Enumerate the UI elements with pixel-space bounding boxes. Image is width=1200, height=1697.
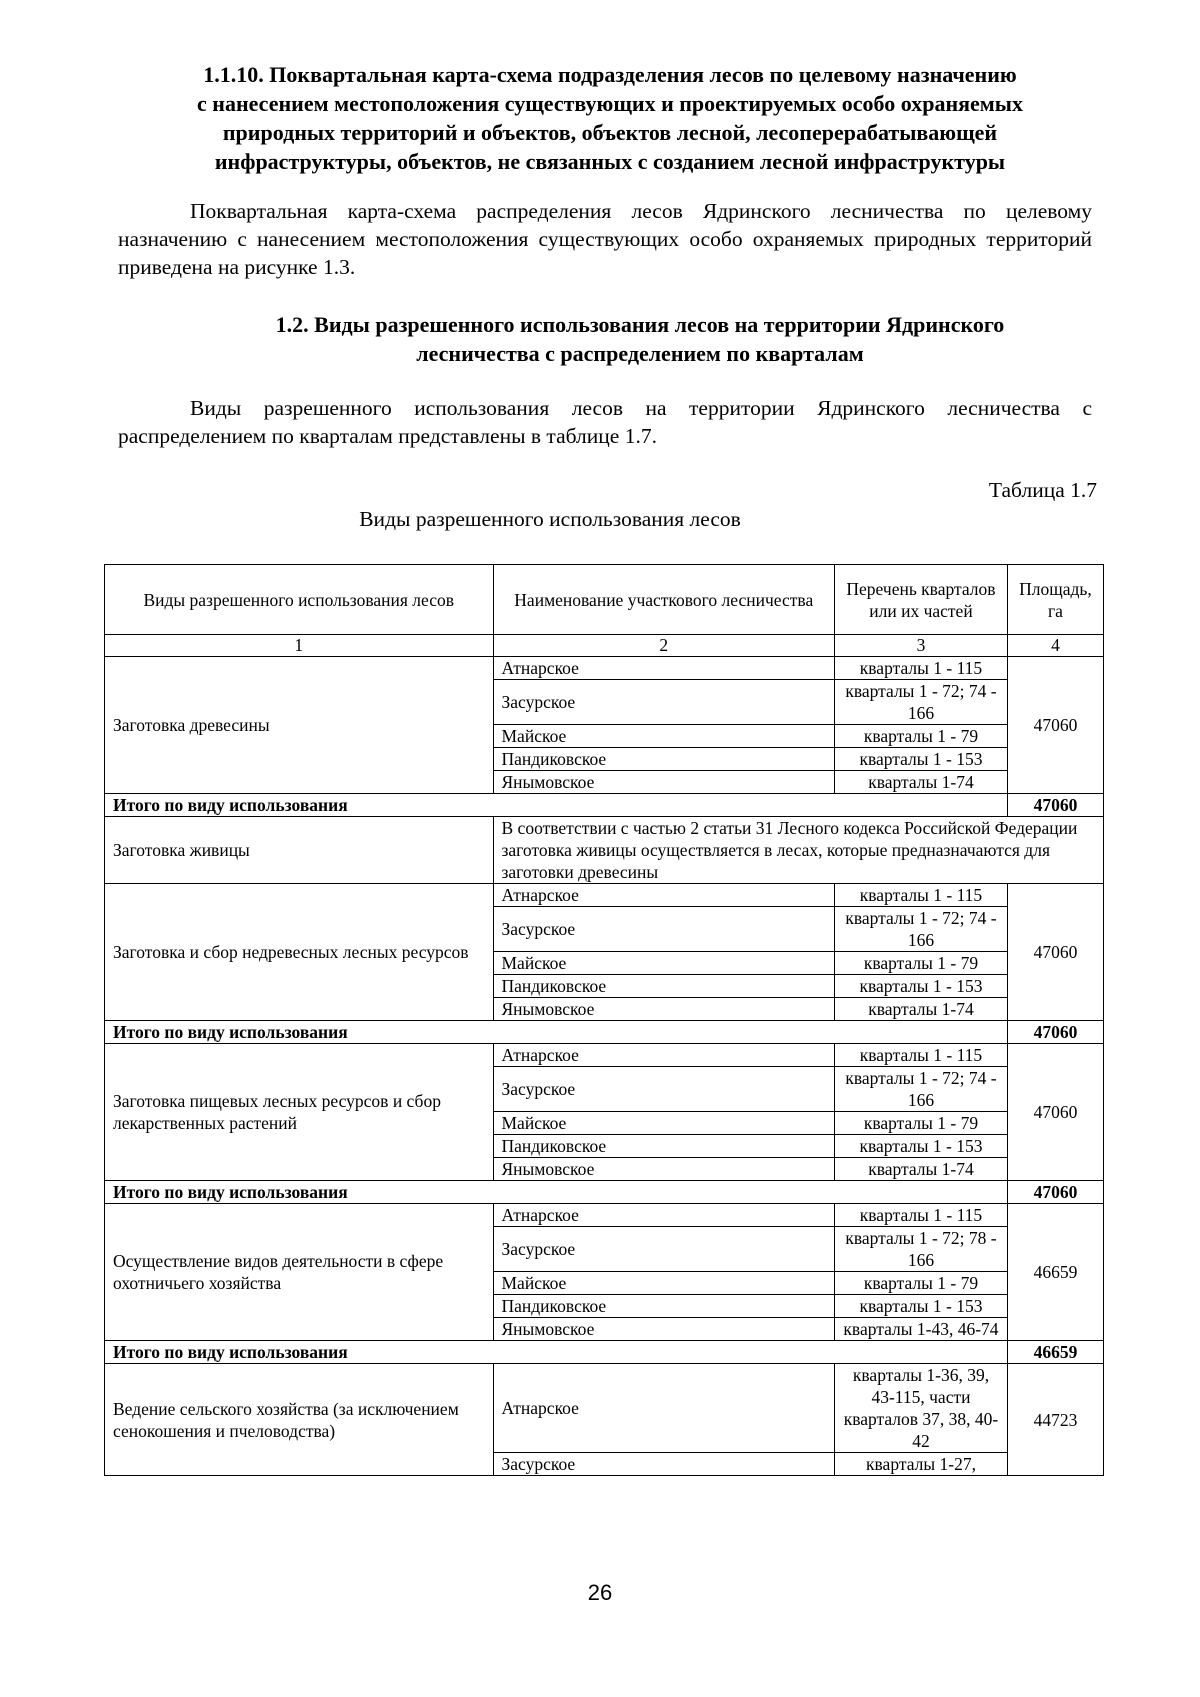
forestry-cell: Майское (493, 952, 835, 975)
total-value-cell: 46659 (1007, 1341, 1103, 1364)
quarters-cell: кварталы 1 - 115 (835, 1044, 1008, 1067)
area-cell: 44723 (1007, 1364, 1103, 1476)
forestry-cell: Майское (493, 725, 835, 748)
table-row (105, 1044, 1104, 1067)
index-cell: 1 (105, 635, 494, 657)
note-cell: В соответствии с частью 2 статьи 31 Лесного кодекса Российской Федерации заготовка живицы осуществляется в лесах, которые предназначаются для заготовки древесины (493, 817, 1104, 884)
total-row (105, 1021, 1104, 1044)
forestry-cell: Майское (493, 1272, 835, 1295)
use-type-cell: Заготовка пищевых лесных ресурсов и сбор лекарственных растений (105, 1044, 494, 1181)
header-row (105, 565, 1104, 635)
table-row (105, 1364, 1104, 1453)
forestry-cell: Атнарское (493, 884, 835, 907)
header-cell: Перечень кварталов или их частей (835, 565, 1008, 635)
forestry-cell: Атнарское (493, 657, 835, 680)
table-row (105, 884, 1104, 907)
use-type-cell: Ведение сельского хозяйства (за исключением сенокошения и пчеловодства) (105, 1364, 494, 1476)
quarters-cell: кварталы 1 - 79 (835, 1112, 1008, 1135)
forestry-cell: Пандиковское (493, 1295, 835, 1318)
forestry-cell: Засурское (493, 680, 835, 725)
header-cell: Площадь, га (1007, 565, 1103, 635)
table-body (105, 565, 1104, 1476)
section-1-1-10-paragraph: Поквартальная карта-схема распределения лесов Ядринского лесничества по целевому назначению с нанесением местоположения существующих особо охраняемых природных территорий приведена на рисунке 1.3. (118, 199, 1092, 279)
forestry-cell: Атнарское (493, 1364, 835, 1453)
quarters-cell: кварталы 1-27, (835, 1453, 1008, 1476)
section-1-2-paragraph: Виды разрешенного использования лесов на территории Ядринского лесничества с распределением по кварталам представлены в таблице 1.7. (118, 396, 1092, 448)
use-type-cell: Осуществление видов деятельности в сфере охотничьего хозяйства (105, 1204, 494, 1341)
quarters-cell: кварталы 1 - 153 (835, 748, 1008, 771)
forestry-cell: Янымовское (493, 998, 835, 1021)
area-cell: 47060 (1007, 657, 1103, 794)
total-label-cell: Итого по виду использования (105, 794, 1008, 817)
total-row (105, 1181, 1104, 1204)
total-label-cell: Итого по виду использования (105, 1341, 1008, 1364)
index-cell: 4 (1007, 635, 1103, 657)
area-cell: 46659 (1007, 1204, 1103, 1341)
forestry-cell: Засурское (493, 1453, 835, 1476)
section-1-1-10-title (130, 60, 1090, 176)
index-cell: 2 (493, 635, 835, 657)
forestry-cell: Пандиковское (493, 748, 835, 771)
quarters-cell: кварталы 1-74 (835, 998, 1008, 1021)
total-value-cell: 47060 (1007, 1021, 1103, 1044)
index-cell: 3 (835, 635, 1008, 657)
table-number: Таблица 1.7 (988, 478, 1097, 502)
forestry-cell: Атнарское (493, 1044, 835, 1067)
section-1-2-title (180, 310, 1100, 368)
forestry-cell: Засурское (493, 907, 835, 952)
title-line: 1.1.10. Поквартальная карта-схема подразделения лесов по целевому назначению (203, 62, 1017, 87)
table-row (105, 657, 1104, 680)
title-line: с нанесением местоположения существующих и проектируемых особо охраняемых (197, 91, 1023, 116)
area-cell: 47060 (1007, 884, 1103, 1021)
quarters-cell: кварталы 1-74 (835, 771, 1008, 794)
title-line: лесничества с распределением по кварталам (416, 341, 864, 366)
total-row (105, 794, 1104, 817)
quarters-cell: кварталы 1 - 72; 74 - 166 (835, 907, 1008, 952)
header-cell: Наименование участкового лесничества (493, 565, 835, 635)
forestry-cell: Майское (493, 1112, 835, 1135)
table-caption-text: Виды разрешенного использования лесов (359, 507, 741, 531)
use-type-cell: Заготовка и сбор недревесных лесных ресурсов (105, 884, 494, 1021)
forestry-cell: Засурское (493, 1067, 835, 1112)
quarters-cell: кварталы 1-74 (835, 1158, 1008, 1181)
quarters-cell: кварталы 1 - 153 (835, 975, 1008, 998)
forestry-cell: Янымовское (493, 1158, 835, 1181)
quarters-cell: кварталы 1 - 115 (835, 1204, 1008, 1227)
total-value-cell: 47060 (1007, 1181, 1103, 1204)
land-use-table (104, 564, 1104, 1476)
quarters-cell: кварталы 1 - 72; 74 - 166 (835, 1067, 1008, 1112)
table-row (105, 817, 1104, 884)
quarters-cell: кварталы 1 - 79 (835, 725, 1008, 748)
quarters-cell: кварталы 1 - 115 (835, 884, 1008, 907)
index-row (105, 635, 1104, 657)
quarters-cell: кварталы 1 - 115 (835, 657, 1008, 680)
page-number: 26 (587, 1580, 613, 1605)
forestry-cell: Пандиковское (493, 1135, 835, 1158)
header-cell: Виды разрешенного использования лесов (105, 565, 494, 635)
forestry-cell: Засурское (493, 1227, 835, 1272)
total-label-cell: Итого по виду использования (105, 1181, 1008, 1204)
quarters-cell: кварталы 1 - 153 (835, 1135, 1008, 1158)
title-line: природных территорий и объектов, объектов лесной, лесоперерабатывающей (222, 120, 998, 145)
area-cell: 47060 (1007, 1044, 1103, 1181)
total-label-cell: Итого по виду использования (105, 1021, 1008, 1044)
quarters-cell: кварталы 1 - 79 (835, 1272, 1008, 1295)
quarters-cell: кварталы 1 - 72; 74 - 166 (835, 680, 1008, 725)
forestry-cell: Янымовское (493, 1318, 835, 1341)
quarters-cell: кварталы 1-36, 39, 43-115, части кварталов 37, 38, 40-42 (835, 1364, 1008, 1453)
title-line: 1.2. Виды разрешенного использования лесов на территории Ядринского (275, 312, 1005, 337)
quarters-cell: кварталы 1-43, 46-74 (835, 1318, 1008, 1341)
total-row (105, 1341, 1104, 1364)
use-type-cell: Заготовка древесины (105, 657, 494, 794)
quarters-cell: кварталы 1 - 72; 78 - 166 (835, 1227, 1008, 1272)
table-caption (0, 507, 1150, 532)
use-type-cell: Заготовка живицы (105, 817, 494, 884)
title-line: инфраструктуры, объектов, не связанных с созданием лесной инфраструктуры (214, 149, 1006, 174)
quarters-cell: кварталы 1 - 79 (835, 952, 1008, 975)
forestry-cell: Пандиковское (493, 975, 835, 998)
table-row (105, 1204, 1104, 1227)
total-value-cell: 47060 (1007, 794, 1103, 817)
forestry-cell: Янымовское (493, 771, 835, 794)
quarters-cell: кварталы 1 - 153 (835, 1295, 1008, 1318)
forestry-cell: Атнарское (493, 1204, 835, 1227)
